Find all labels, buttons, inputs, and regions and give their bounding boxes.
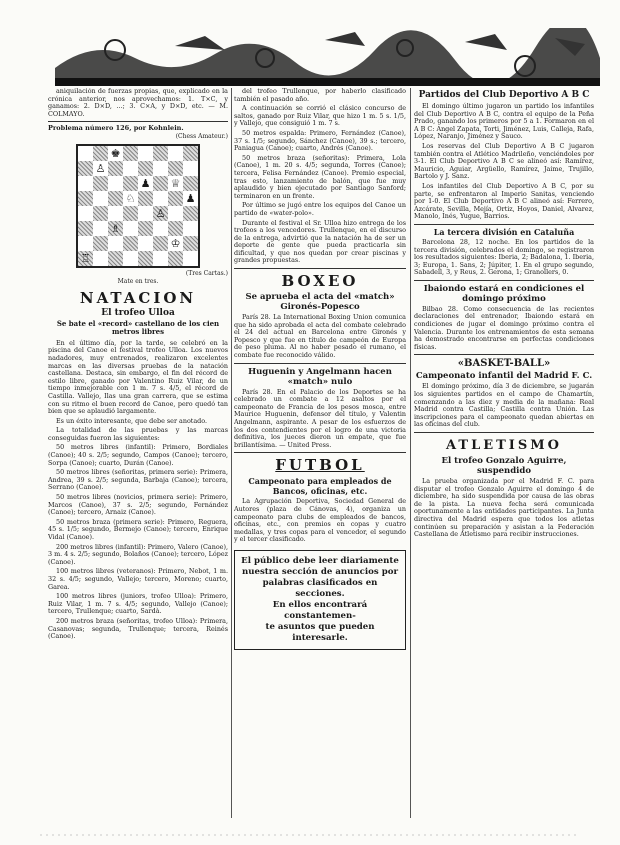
chess-square <box>108 236 123 251</box>
chess-square <box>183 251 198 266</box>
chess-square <box>168 251 183 266</box>
chess-square <box>168 221 183 236</box>
huguenin-text: París 28. En el Palacio de los Deportes se ha celebrado un combate a 12 asaltos por el campeonato de Francia de los pesos mosca, entre Maurice Huguenin, defensor del título, y Valentin Angelmann, aspirante. A pesar de los esfuerzos de los dos contendientes por el logro de una victoria definitiva, los jueces dieron un empate, que fue brillantísima. — United Press. <box>234 387 406 449</box>
chess-intro-text: aniquilación de fuerzas propias, que, explicado en la crónica anterior, nos aprovechamos: 1. T×C, y ganamos: 2. D×D, ...; 3. C×A, y D×D, etc. — M. COLMAYO. <box>48 88 228 118</box>
chess-square <box>153 191 168 206</box>
chess-square <box>168 161 183 176</box>
classified-ads-notice <box>234 550 406 650</box>
tercera-text: Barcelona 28, 12 noche. En los partidos de la tercera división, celebrados el domingo, se registraron los resultados siguientes: Iberia, 2; Badalona, 1. Iberia, 3; Europa, 1. Sans, 2; Júpiter, 1. En el grupo segundo, Sabadell, 3, y Reus, 2. Gerona, 1; Granollers, 0. <box>414 237 594 277</box>
chess-square <box>108 191 123 206</box>
natacion-paragraph: Es un éxito interesante, que debe ser anotado. <box>56 416 208 425</box>
huguenin-title: Huguenin y Angelmann hacen «match» nulo <box>248 366 392 387</box>
chess-square <box>183 206 198 221</box>
tercera-title: La tercera división en Cataluña <box>433 226 575 237</box>
page-footer-marks <box>0 830 620 840</box>
chess-piece-icon: ♙ <box>155 206 166 220</box>
natacion-continued: A continuación se corrió el clásico concurso de saltos, ganado por Ruiz Vilar, que hizo 1 m. 5 s. 1/5, y Vallejo, que consiguió 1 m. 7 s. <box>234 104 406 128</box>
chess-square <box>78 251 93 266</box>
column-divider <box>231 88 232 818</box>
chess-piece-icon: ♘ <box>125 191 136 205</box>
chess-problem-source: (Chess Amateur.) <box>175 132 228 140</box>
natacion-subsubtitle: Se bate el «record» castellano de los cien metros libres <box>56 318 220 337</box>
chess-piece-icon: ♔ <box>170 236 181 250</box>
chess-square <box>78 146 93 161</box>
chess-square <box>138 176 153 191</box>
chess-square <box>93 176 108 191</box>
chess-square <box>78 191 93 206</box>
chess-square <box>138 191 153 206</box>
divider <box>414 224 594 225</box>
basket-text: El domingo próximo, día 3 de diciembre, se jugarán los siguientes partidos en el campo de Chamartín, comenzando a las diez y media de la mañana: Real Madrid contra Castilla; Castilla contra Unión. Las inscripciones para el campeonato quedan abiertas en las oficinas del club. <box>414 382 594 429</box>
natacion-subtitle: El trofeo Ulloa <box>101 307 175 318</box>
futbol-section-title: FUTBOL <box>275 456 365 475</box>
atletismo-section-title: ATLETISMO <box>446 438 562 453</box>
column-divider <box>410 88 411 818</box>
column-boxeo-futbol <box>234 88 406 823</box>
boxeo-text: París 28. La International Boxing Union comunica que ha sido aprobada el acta del combate celebrado el 24 del actual en Barcelona entre Gironés y Popesco y que fue en título de campeón de Europa de peso pluma. Al no haber pesado el rumano, el combate fue reconocido válido. <box>234 313 406 360</box>
natacion-continued: del trofeo Trullenque, por haberlo clasificado también el pasado año. <box>234 88 406 103</box>
basket-title: «BASKET-BALL» <box>457 358 551 370</box>
natacion-result: 50 metros libres (infantil): Primero, Bordiales (Canoe); 40 s. 2/5; segundo, Campos (Canoe); tercero, Sorpa (Canoe); cuarto, Durán (Canoe). <box>48 443 228 467</box>
chess-square <box>138 236 153 251</box>
chess-square <box>183 221 198 236</box>
partidos-title: Partidos del Club Deportivo A B C <box>418 90 590 100</box>
chess-square <box>153 161 168 176</box>
chess-piece-icon: ♙ <box>95 161 106 175</box>
chess-square <box>123 206 138 221</box>
natacion-result: 50 metros libres (novicios, primera serie): Primero, Marcos (Canoe), 37 s. 2/5; segundo, Fernández (Canoe); tercero, Arnaiz (Canoe). <box>48 493 228 517</box>
sports-banner-illustration <box>55 28 600 86</box>
chess-square <box>93 146 108 161</box>
natacion-paragraph: En el último día, por la tarde, se celebró en la piscina del Canoe el festival trofeo Ulloa. Los nuevos nadadores, muy entrenados, realizaron excelentes marcas en las diversas pruebas de la natación castellana. Destaca, sin embargo, el fin del récord de estilo libre, ganado por Valentino Ruiz Vilar, de un tiempo inmejorable con 1 m. 7 s. 4/5, el récord de Castilla. Vallejo, Ilas una gran carrera, que se estima con su ritmo el buen record de Canoe, pero quedó tan bien que se aplaudió largamente. <box>48 338 228 416</box>
reservas-text: Los reservas del Club Deportivo A B C jugaron también contra el Atlético Madrileño, venciéndoles por 3-1. El Club Deportivo A B C se alineó así: Ramírez, Mauricio, Aguiar, Argüello, Ramírez, Jaime, Trujillo, Bartolo y J. Sanz. <box>414 141 594 181</box>
column-club-news <box>414 88 594 823</box>
chess-square <box>93 251 108 266</box>
column-chess-natacion <box>48 88 228 823</box>
notice-line: En ellos encontrará constantemen- <box>272 599 368 621</box>
chess-square <box>138 161 153 176</box>
ibaiondo-text: Bilbao 28. Como consecuencia de las recientes declaraciones del entrenador, Ibaiondo estará en condiciones de jugar el domingo próximo contra el Valencia. Durante los entrenamientos de esta semana ha demostrado encontrarse en perfectas condiciones físicas. <box>414 304 594 351</box>
chess-square <box>138 146 153 161</box>
natacion-result: 200 metros libres (infantil): Primero, Valero (Canoe), 3 m. 4 s. 2/5; segundo, Bolaños (Canoe); tercero, López (Canoe). <box>48 542 228 566</box>
chess-square <box>138 206 153 221</box>
natacion-continued: 50 metros espalda: Primero, Fernández (Canoe), 37 s. 1/5; segundo, Sánchez (Canoe), 39 s.; tercero, Paniagua (Canoe); cuarto, Andrés (Canoe). <box>234 128 406 153</box>
chess-square <box>78 176 93 191</box>
chess-square <box>78 236 93 251</box>
notice-line: palabras clasificados en secciones. <box>262 577 378 599</box>
chess-square <box>123 251 138 266</box>
chess-square <box>108 161 123 176</box>
futbol-subtitle: Campeonato para empleados de Bancos, oficinas, etc. <box>248 476 392 497</box>
chess-square <box>153 146 168 161</box>
natacion-section-title: NATACION <box>79 288 197 307</box>
chess-square <box>123 161 138 176</box>
natacion-result: 100 metros libres (veteranos): Primero, Nebot, 1 m. 32 s. 4/5; segundo, Vallejo; tercero, Moreno; cuarto, Garea. <box>48 567 228 591</box>
chess-square <box>78 221 93 236</box>
chess-square <box>123 221 138 236</box>
chess-square <box>168 191 183 206</box>
natacion-continued: Durante el festival el Sr. Ulloa hizo entrega de los trofeos a los vencedores. Trullenque, en el discurso de la entrega, advirtió que la natación ha de ser un deporte de gente que pueda practicarla sin dificultad, y que nos quedan por crear piscinas y grandes propuestas. <box>234 218 406 265</box>
chess-square <box>138 251 153 266</box>
divider <box>414 354 594 355</box>
chess-square <box>153 236 168 251</box>
natacion-paragraph: La totalidad de las pruebas y las marcas conseguidas fueron las siguientes: <box>48 426 228 442</box>
chess-square <box>108 251 123 266</box>
chess-square <box>183 176 198 191</box>
chess-square <box>78 206 93 221</box>
chess-square <box>108 206 123 221</box>
chess-square <box>183 161 198 176</box>
chess-piece-icon: ♕ <box>170 176 181 190</box>
chess-piece-icon: ♖ <box>80 251 91 265</box>
chess-square <box>153 176 168 191</box>
infantiles-text: Los infantiles del Club Deportivo A B C, por su parte, se enfrentaron al Imperio Sanitas, venciendo por 1-0. El Club Deportivo A B C alineó así: Ferrero, Azcárate, Sevilla, Mejía, Ortiz, Hoyos, Daniel, Alvarez, Manolo, Inés, Yugue, Barrios. <box>414 181 594 221</box>
chess-square <box>168 176 183 191</box>
chess-square <box>183 146 198 161</box>
divider <box>234 268 406 269</box>
divider <box>48 121 228 122</box>
chess-square <box>108 176 123 191</box>
chess-square <box>123 236 138 251</box>
chess-square <box>153 221 168 236</box>
divider <box>414 432 594 433</box>
atletismo-text: La prueba organizada por el Madrid F. C. para disputar el trofeo Gonzalo Aguirre el domingo 4 de diciembre, ha sido suspendida por causa de las obras de la pista. La nueva fecha será comunicada oportunamente a las entidades participantes. La Junta directiva del Madrid espera que todos los atletas continúen su preparación y asistan a la Federación Castellana de Atletismo para recibir instrucciones. <box>414 477 594 539</box>
chess-square <box>93 221 108 236</box>
chess-square <box>93 236 108 251</box>
chess-piece-icon: ♗ <box>110 221 121 235</box>
chess-square <box>123 191 138 206</box>
chess-square <box>123 146 138 161</box>
divider <box>234 452 406 453</box>
chess-square <box>108 146 123 161</box>
basket-subtitle: Campeonato infantil del Madrid F. C. <box>415 371 593 382</box>
natacion-continued: 50 metros braza (señoritas): Primera, Lola (Canoe), 1 m. 20 s. 4/5; segunda, Torres (Canoe); tercera, Felisa Fernández (Canoe). Premio especial, tras esto, lanzamiento de balón, que fue muy aplaudido y bien ejecutado por Santiago Sanford; terminaron en un frente. <box>234 153 406 200</box>
chess-square <box>168 146 183 161</box>
chess-square <box>153 251 168 266</box>
notice-line: te asuntos que pueden interesarle. <box>265 621 375 643</box>
natacion-result: 100 metros libres (juniors, trofeo Ulloa): Primero, Ruiz Vilar, 1 m. 7 s. 4/5; segundo, Vallejo (Canoe); tercero, Trullenque; cuarto, Sardà. <box>48 592 228 616</box>
chess-square <box>168 236 183 251</box>
chess-square <box>153 206 168 221</box>
natacion-result: 50 metros braza (primera serie): Primero, Reguera, 45 s. 1/5; segundo, Bermejo (Canoe); tercero, Enrique Vidal (Canoe). <box>48 517 228 541</box>
natacion-result: 200 metros braza (señoritas, trofeo Ulloa): Primera, Casanovas; segunda, Trullenque; tercera, Reinés (Canoe). <box>48 616 228 641</box>
chess-problem-title: Problema número 126, por Kohnlein. <box>48 124 184 133</box>
divider <box>234 363 406 364</box>
futbol-text: La Agrupación Deportiva, Sociedad General de Autores (plaza de Cánovas, 4), organiza un campeonato para clubs de empleados de bancos, oficinas, etc., con premios en copas y cuatro medallas, y tres copas para el vencedor, el segundo y el tercer clasificado. <box>234 497 406 544</box>
chess-board-caption: (Tres Cartas.) <box>185 269 228 277</box>
chess-square <box>78 161 93 176</box>
partidos-text: El domingo último jugaron un partido los infantiles del Club Deportivo A B C, contra el equipo de la Peña Prado, ganando los primeros por 5 a 1. Formaron en el A B C: Angel Zapata, Torti, Jiménez, Luis, Calleja, Rafa, López, Naranjo, Jiménez y Sauco. <box>414 102 594 141</box>
chess-square <box>93 161 108 176</box>
chess-piece-icon: ♚ <box>110 146 121 160</box>
chess-mate-text: Mate en tres. <box>117 278 159 286</box>
atletismo-subtitle: El trofeo Gonzalo Aguirre, suspendido <box>441 456 567 476</box>
natacion-continued: Por último se jugó entre los equipos del Canoe un partido de «water-polo». <box>234 201 406 217</box>
chess-square <box>93 206 108 221</box>
notice-line: nuestra sección de anuncios por <box>242 566 398 577</box>
ibaiondo-title: Ibaiondo estará en condiciones el domingo próximo <box>423 283 585 304</box>
chess-piece-icon: ♟ <box>140 176 151 190</box>
chess-square <box>123 176 138 191</box>
boxeo-subtitle: Se aprueba el acta del «match» Gironés-Popesco <box>245 292 395 313</box>
chess-piece-icon: ♟ <box>185 191 196 205</box>
chess-square <box>183 191 198 206</box>
chess-square <box>168 206 183 221</box>
notice-line: El público debe leer diariamente <box>241 555 399 566</box>
natacion-result: 50 metros libres (señoritas, primera serie): Primera, Andrea, 39 s. 2/5; segunda, Barbaja (Canoe); tercera, Serrano (Canoe). <box>48 468 228 492</box>
chess-square <box>93 191 108 206</box>
chess-square <box>138 221 153 236</box>
chess-square <box>108 221 123 236</box>
divider <box>414 280 594 281</box>
chess-board <box>76 144 200 268</box>
boxeo-section-title: BOXEO <box>281 272 359 291</box>
chess-square <box>183 236 198 251</box>
